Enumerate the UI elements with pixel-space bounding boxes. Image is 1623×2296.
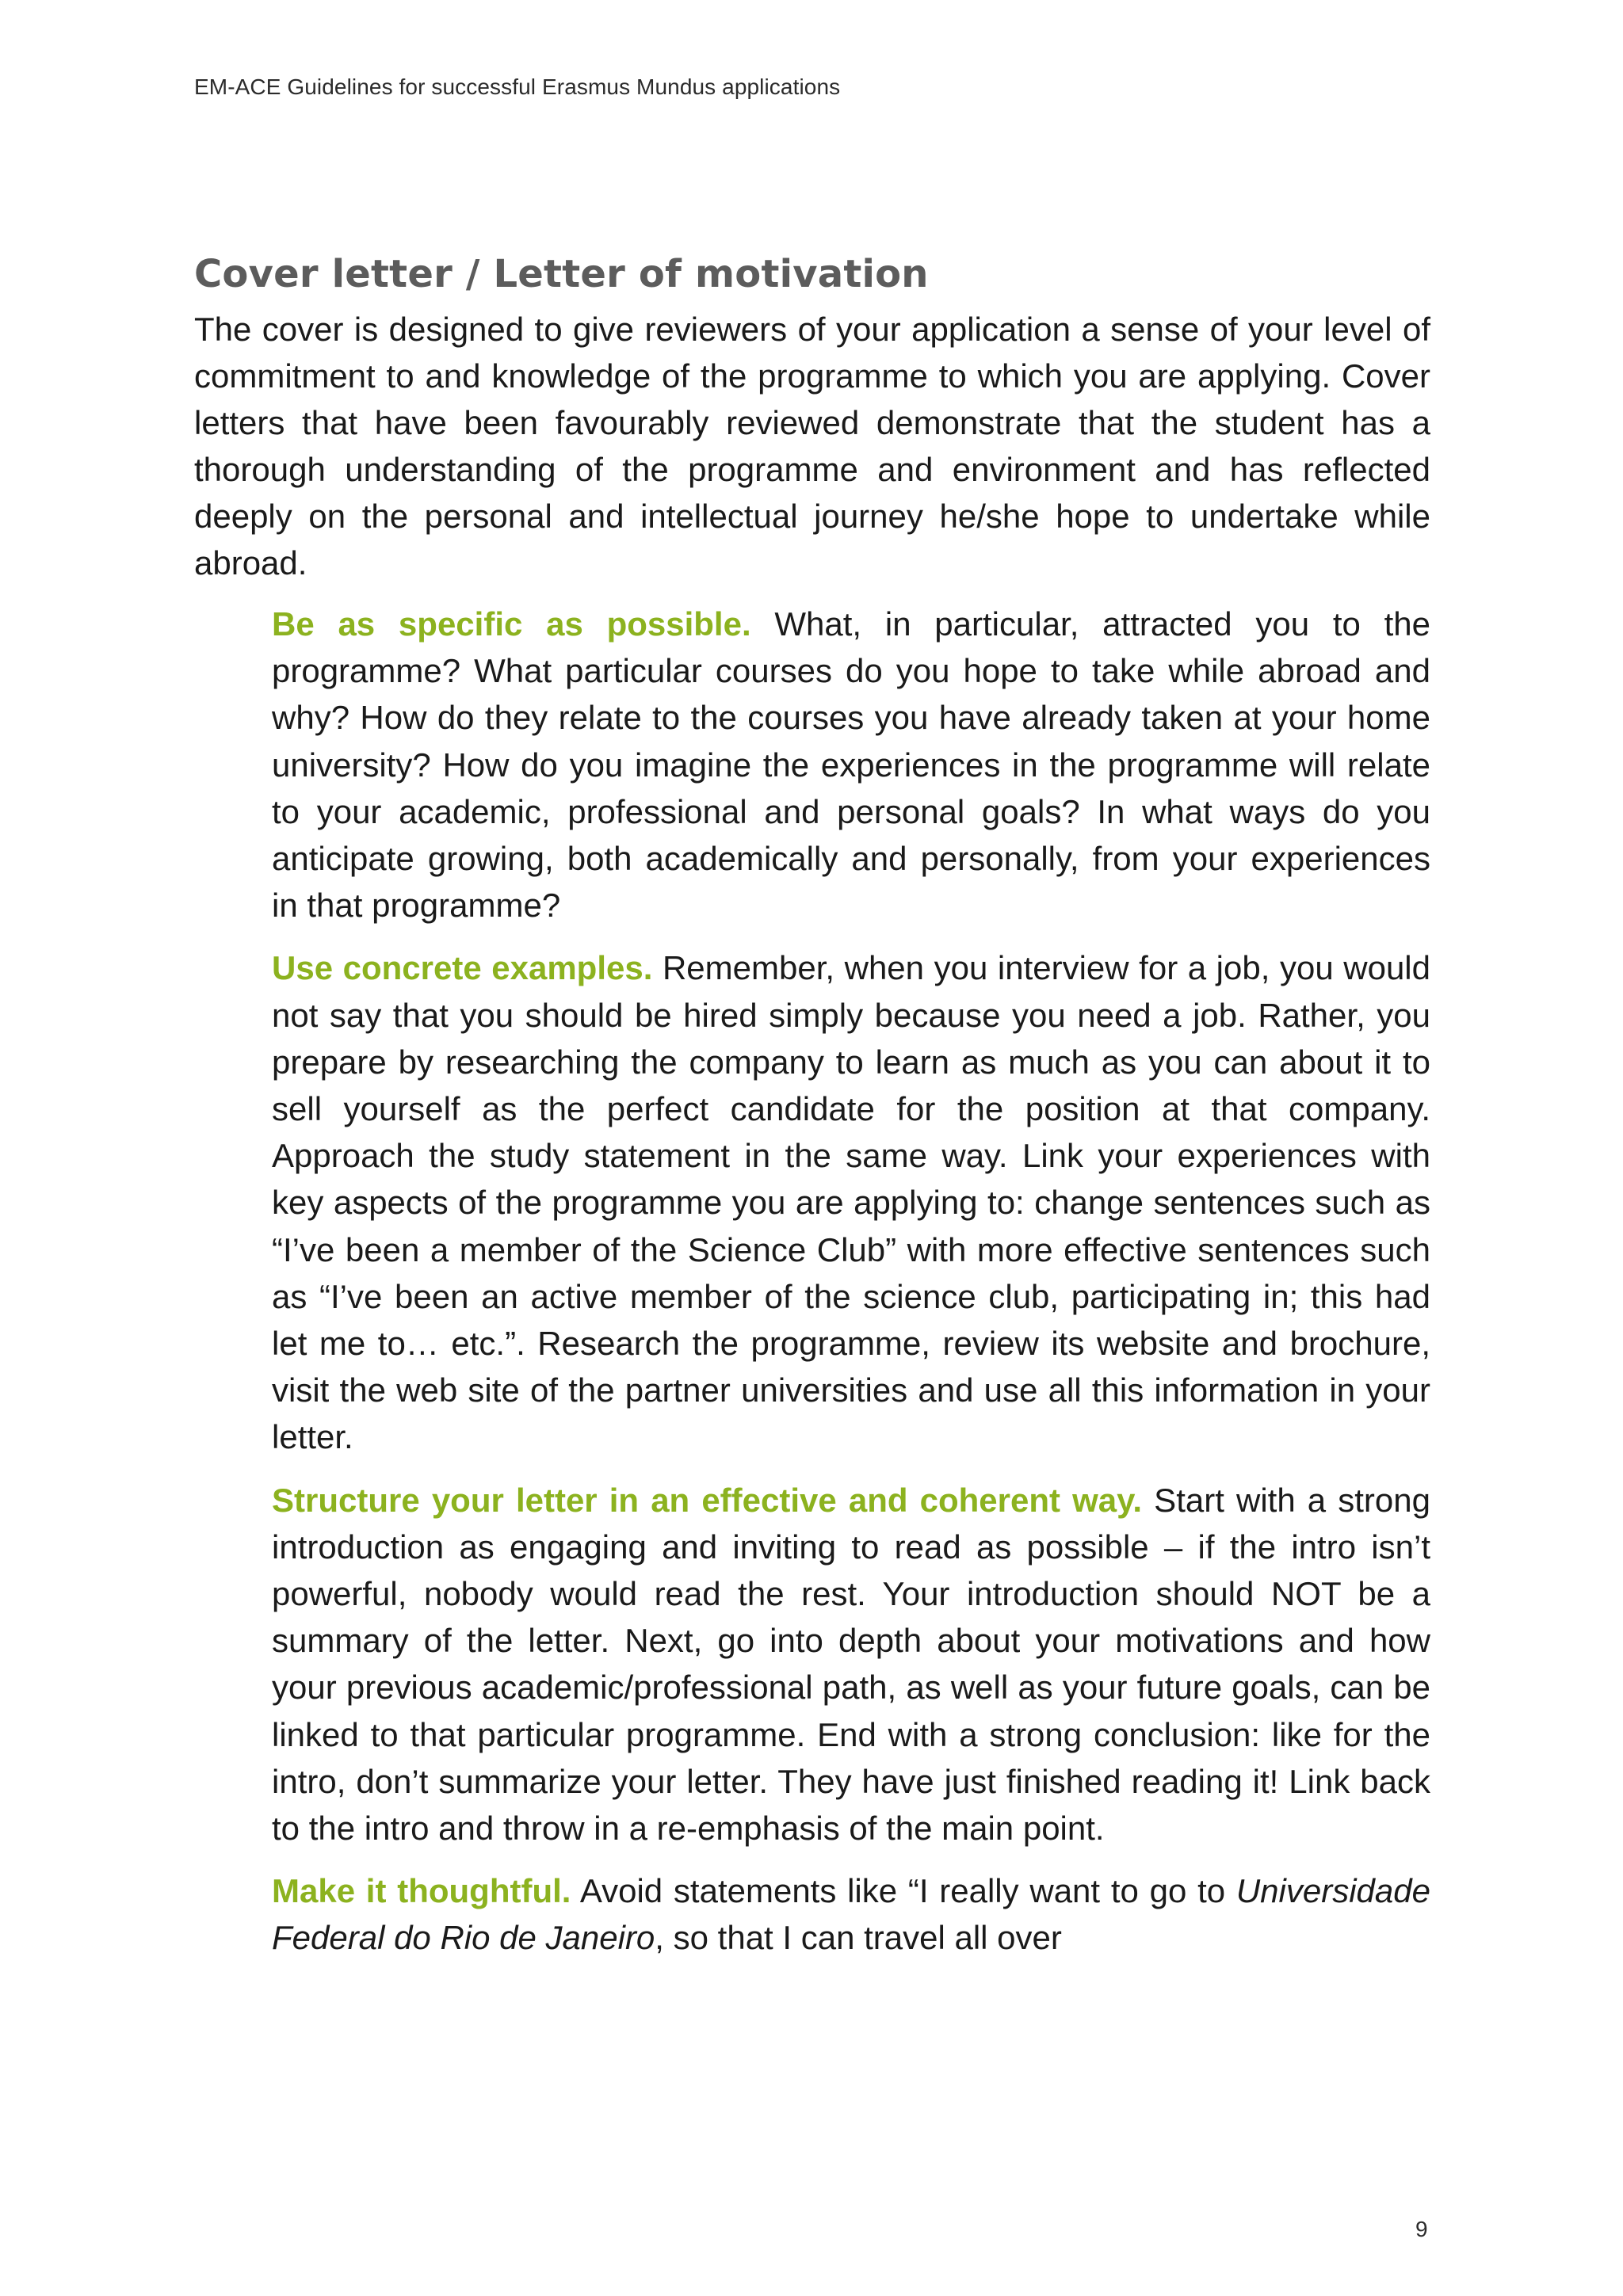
tips-list [194,601,1430,1962]
tip-title: Use concrete examples. [272,949,653,987]
tip-concrete-examples [272,944,1430,1460]
tip-body: Remember, when you interview for a job, you would not say that you should be hired simply because you need a job. Rather, you prepare by researching the company to learn as much as you can about it to sell yourself as the perfect candidate for the position at that company. Approach the study statement in the same way. Link your experiences with key aspects of the programme you are applying to: change sentences such as “I’ve been a member of the Science Club” with more effective sentences such as “I’ve been an active member of the science club, participating in; this had let me to… etc.”. Research the programme, review its website and brochure, visit the web site of the partner universities and use all this information in your letter. [272,949,1430,1456]
university-name: Universidade Federal do Rio de Janeiro [272,1872,1430,1957]
tip-thoughtful [272,1867,1430,1961]
intro-paragraph: The cover is designed to give reviewers of your application a sense of your level of commitment to and knowledge of the programme to which you are applying. Cover letters that have been favourably reviewed demonstrate that the student has a thorough understanding of the programme and environment and has reflected deeply on the personal and intellectual journey he/she hope to undertake while abroad. [194,311,1430,582]
tip-body: Avoid statements like “I really want to go to [571,1872,1236,1910]
page-number: 9 [1415,2217,1428,2241]
section-title: Cover letter / Letter of motivation [194,252,929,296]
tip-specific [272,601,1430,929]
tip-title: Be as specific as possible. [272,605,751,643]
tip-title: Structure your letter in an effective and coherent way. [272,1481,1143,1519]
main-content [194,252,1430,1962]
tip-body: What, in particular, attracted you to the programme? What particular courses do you hope to take while abroad and why? How do they relate to the courses you have already taken at your home university? How do you imagine the experiences in the programme will relate to your academic, professional and personal goals? In what ways do you anticipate growing, both academically and personally, from your experiences in that programme? [272,605,1431,925]
running-header: EM-ACE Guidelines for successful Erasmus Mundus applications [194,74,841,99]
tip-structure [272,1477,1430,1852]
tip-body-continued: , so that I can travel all over [655,1919,1062,1957]
tip-title: Make it thoughtful. [272,1872,571,1910]
tip-body: Start with a strong introduction as engaging and inviting to read as possible – if the intro isn’t powerful, nobody would read the rest. Your introduction should NOT be a summary of the letter. Next, go into depth about your motivations and how your previous academic/professional path, as well as your future goals, can be linked to that particular programme. End with a strong conclusion: like for the intro, don’t summarize your letter. They have just finished reading it! Link back to the intro and throw in a re-emphasis of the main point. [272,1481,1430,1848]
